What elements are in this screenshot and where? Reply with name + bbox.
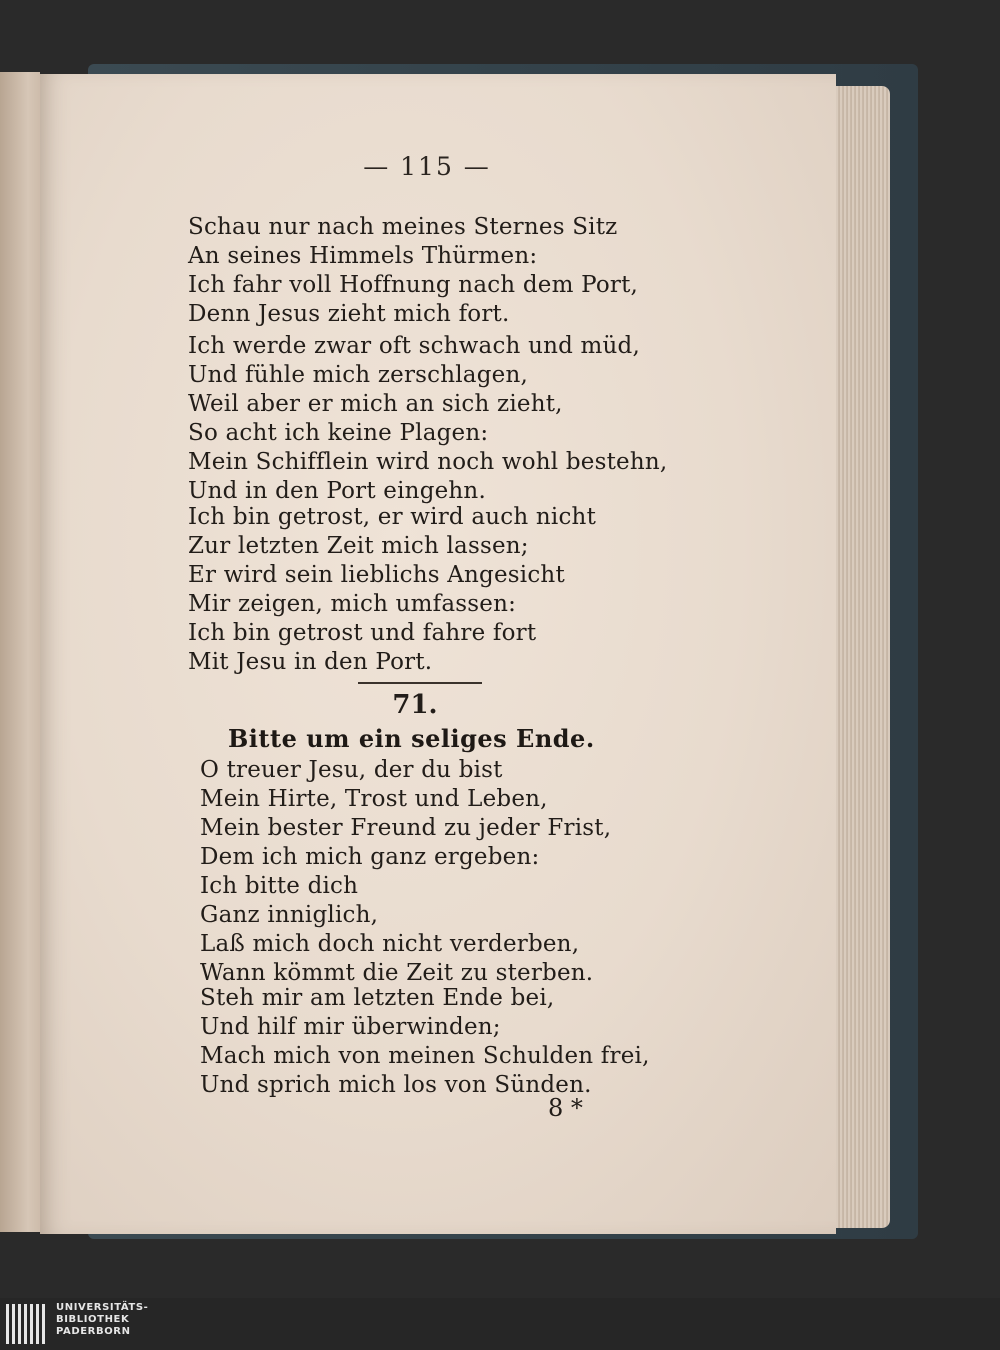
verse-line: Dem ich mich ganz ergeben: bbox=[200, 844, 540, 870]
verse-line: So acht ich keine Plagen: bbox=[188, 420, 489, 446]
library-logo-text bbox=[56, 1302, 148, 1338]
verse-line: Mein Schifflein wird noch wohl bestehn, bbox=[188, 449, 668, 475]
hymn-number: 71. bbox=[392, 690, 438, 720]
stanza-2 bbox=[188, 332, 667, 506]
verse-line: Ich fahr voll Hoffnung nach dem Port, bbox=[188, 272, 639, 298]
verse-line: Und in den Port eingehn. bbox=[188, 478, 486, 504]
verse-line: Mit Jesu in den Port. bbox=[188, 649, 433, 675]
verse-line: Zur letzten Zeit mich lassen; bbox=[188, 533, 529, 559]
verse-line: Ich werde zwar oft schwach und müd, bbox=[188, 333, 640, 359]
verse-line: Mir zeigen, mich umfassen: bbox=[188, 591, 517, 617]
page-edges bbox=[828, 86, 890, 1228]
left-page-edge bbox=[0, 72, 40, 1232]
verse-line: Mein bester Freund zu jeder Frist, bbox=[200, 815, 612, 841]
section-divider bbox=[358, 682, 482, 684]
verse-line: Ich bitte dich bbox=[200, 873, 359, 899]
logo-line: PADERBORN bbox=[56, 1326, 131, 1337]
stanza-3 bbox=[188, 503, 596, 677]
verse-line: Mein Hirte, Trost und Leben, bbox=[200, 786, 548, 812]
signature-mark: 8 * bbox=[548, 1094, 583, 1122]
verse-line: Und hilf mir überwinden; bbox=[200, 1014, 501, 1040]
verse-line: Ich bin getrost und fahre fort bbox=[188, 620, 537, 646]
verse-line: An seines Himmels Thürmen: bbox=[188, 243, 538, 269]
stanza-1 bbox=[188, 213, 638, 329]
verse-line: Mach mich von meinen Schulden frei, bbox=[200, 1043, 650, 1069]
verse-line: Denn Jesus zieht mich fort. bbox=[188, 301, 510, 327]
hymn-title: Bitte um ein seliges Ende. bbox=[228, 724, 595, 753]
verse-line: Und sprich mich los von Sünden. bbox=[200, 1072, 592, 1098]
footer-bar bbox=[0, 1298, 1000, 1350]
logo-line: BIBLIOTHEK bbox=[56, 1314, 130, 1325]
logo-line: UNIVERSITÄTS- bbox=[56, 1302, 149, 1313]
page-number: — 115 — bbox=[363, 152, 491, 181]
verse-line: Schau nur nach meines Sternes Sitz bbox=[188, 214, 618, 240]
verse-line: O treuer Jesu, der du bist bbox=[200, 757, 503, 783]
verse-line: Weil aber er mich an sich zieht, bbox=[188, 391, 563, 417]
hymn-stanza-2 bbox=[200, 984, 650, 1100]
verse-line: Ganz inniglich, bbox=[200, 902, 379, 928]
verse-line: Wann kömmt die Zeit zu sterben. bbox=[200, 960, 594, 986]
library-logo-icon bbox=[6, 1304, 52, 1344]
verse-line: Laß mich doch nicht verderben, bbox=[200, 931, 580, 957]
verse-line: Ich bin getrost, er wird auch nicht bbox=[188, 504, 597, 530]
verse-line: Steh mir am letzten Ende bei, bbox=[200, 985, 555, 1011]
hymn-stanza-1 bbox=[200, 756, 611, 988]
verse-line: Und fühle mich zerschlagen, bbox=[188, 362, 528, 388]
verse-line: Er wird sein lieblichs Angesicht bbox=[188, 562, 565, 588]
